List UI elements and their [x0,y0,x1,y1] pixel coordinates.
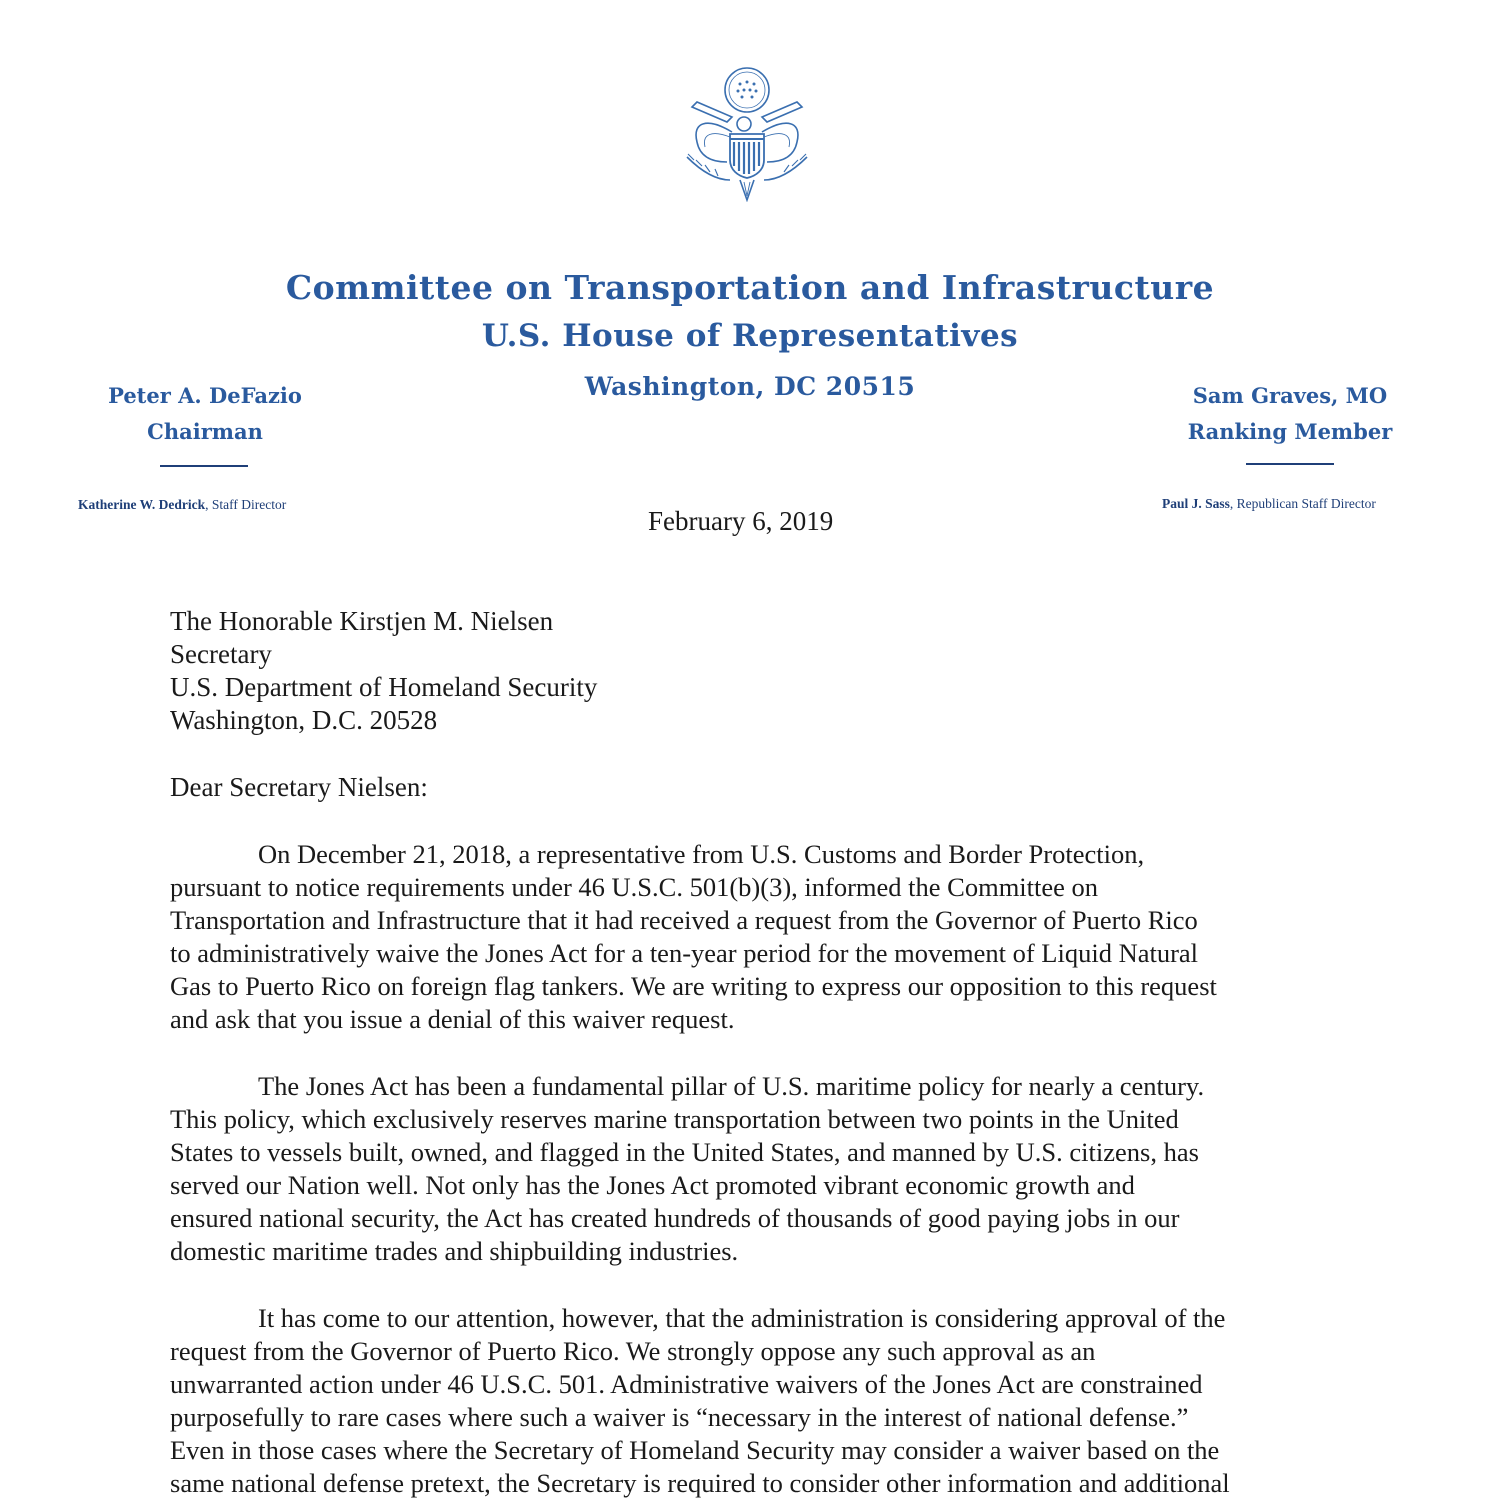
recipient-name: The Honorable Kirstjen M. Nielsen [170,606,554,636]
paragraph-line: Gas to Puerto Rico on foreign flag tankers. We are writing to express our opposition to this request [170,971,1217,1001]
chairman-title: Chairman [147,419,263,444]
body-paragraph-2 [170,1070,1315,1268]
ranking-member-title: Ranking Member [1187,419,1393,444]
staff-director-name: Katherine W. Dedrick [78,497,206,512]
paragraph-line: served our Nation well. Not only has the Jones Act promoted vibrant economic growth and [170,1170,1135,1200]
paragraph-line: request from the Governor of Puerto Rico. We strongly oppose any such approval as an [170,1336,1096,1366]
chairman-name: Peter A. DeFazio [108,383,302,408]
paragraph-line: purposefully to rare cases where such a waiver is “necessary in the interest of national defense.” [170,1402,1189,1432]
committee-name: Committee on Transportation and Infrastructure [285,268,1215,307]
republican-staff-director-name: Paul J. Sass [1162,496,1230,511]
chairman-staff-director [78,497,286,513]
paragraph-line: and ask that you issue a denial of this waiver request. [170,1004,735,1034]
paragraph-line: It has come to our attention, however, that the administration is considering approval of the [258,1303,1226,1333]
ranking-member-block [1180,378,1400,450]
recipient-title: Secretary [170,639,272,669]
paragraph-line: domestic maritime trades and shipbuilding industries. [170,1236,739,1266]
body-paragraph-3 [170,1302,1315,1500]
paragraph-line: On December 21, 2018, a representative from U.S. Customs and Border Protection, [258,839,1145,869]
paragraph-line: Even in those cases where the Secretary of Homeland Security may consider a waiver based on the [170,1435,1220,1465]
ranking-member-divider [1246,463,1334,465]
recipient-address [170,605,597,737]
paragraph-line: ensured national security, the Act has created hundreds of thousands of good paying jobs in our [170,1203,1180,1233]
ranking-member-name: Sam Graves, MO [1192,383,1388,408]
letterhead-address: Washington, DC 20515 [584,372,916,401]
paragraph-line: same national defense pretext, the Secretary is required to consider other information and additional [170,1468,1230,1498]
paragraph-line: Transportation and Infrastructure that it had received a request from the Governor of Puerto Rico [170,905,1198,935]
republican-staff-director-title: , Republican Staff Director [1229,496,1376,511]
recipient-city: Washington, D.C. 20528 [170,705,438,735]
republican-staff-director [1162,496,1376,512]
staff-director-title: , Staff Director [205,497,287,512]
paragraph-line: States to vessels built, owned, and flagged in the United States, and manned by U.S. citizens, has [170,1137,1199,1167]
recipient-department: U.S. Department of Homeland Security [170,672,598,702]
paragraph-line: to administratively waive the Jones Act for a ten-year period for the movement of Liquid Natural [170,938,1199,968]
chairman-block [100,378,310,450]
chairman-divider [160,465,248,467]
salutation: Dear Secretary Nielsen: [170,772,428,802]
paragraph-line: unwarranted action under 46 U.S.C. 501. Administrative waivers of the Jones Act are constrained [170,1369,1203,1399]
great-seal-eagle-icon [672,62,822,202]
house-name: U.S. House of Representatives [481,318,1019,354]
paragraph-line: pursuant to notice requirements under 46 U.S.C. 501(b)(3), informed the Committee on [170,872,1099,902]
letter-date: February 6, 2019 [648,506,834,536]
paragraph-line: The Jones Act has been a fundamental pillar of U.S. maritime policy for nearly a century. [258,1071,1205,1101]
body-paragraph-1 [170,838,1315,1036]
paragraph-line: This policy, which exclusively reserves marine transportation between two points in the United [170,1104,1179,1134]
